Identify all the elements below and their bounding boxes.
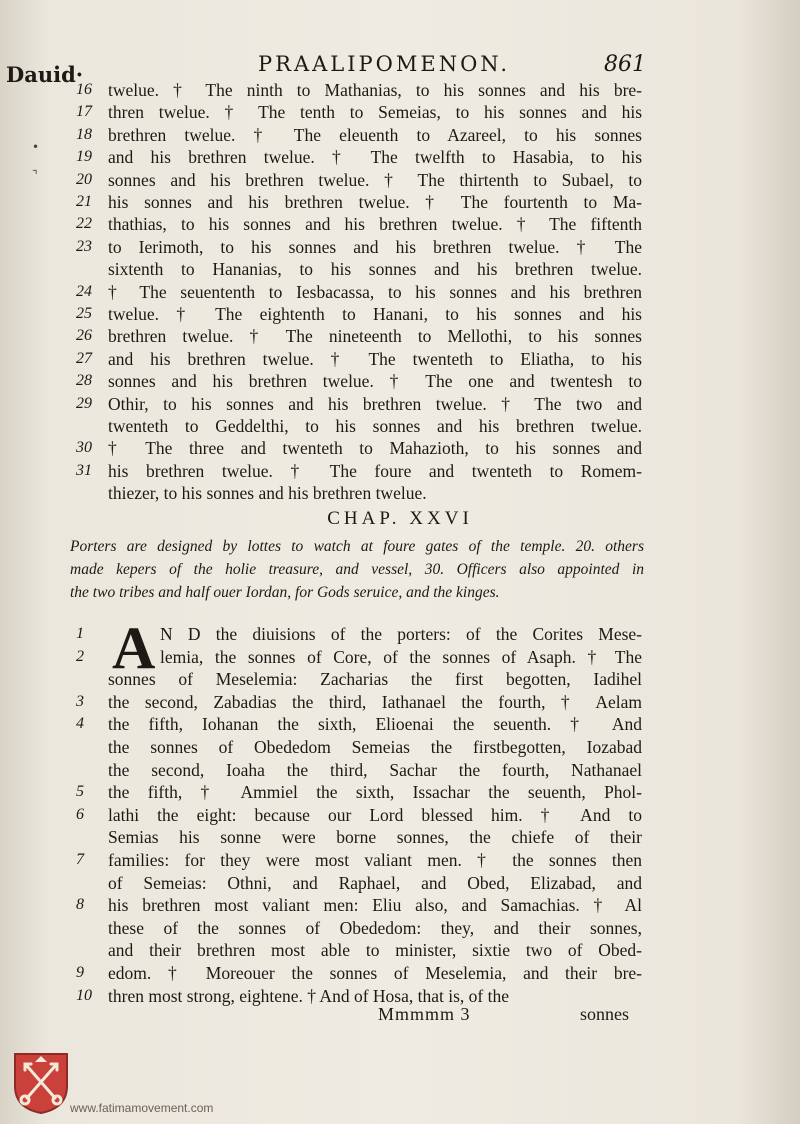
- verse-line: [76, 302, 642, 326]
- verse-line: [76, 392, 642, 416]
- verse-text: thren most strong, eightene. † And of Hosa, that is, of the: [108, 985, 509, 1006]
- verse-line: [76, 369, 642, 393]
- verse-number: 18: [76, 125, 92, 143]
- verse-text: thathias, to his sonnes and his brethren twelue. † The fiftenth: [108, 214, 642, 235]
- verse-line: [76, 436, 642, 460]
- verse-line: [76, 645, 642, 669]
- verse-number: 31: [76, 461, 92, 479]
- verse-line: [76, 712, 642, 736]
- verse-number: 29: [76, 394, 92, 412]
- verse-number: 8: [76, 896, 84, 914]
- verse-text: twelue. † The eightenth to Hanani, to his sonnes and his: [108, 304, 642, 324]
- verse-line: [76, 414, 642, 438]
- verse-line: [76, 984, 642, 1008]
- verse-line: [76, 481, 642, 505]
- margin-mark: •: [32, 140, 40, 154]
- verse-number: 22: [76, 215, 92, 233]
- verse-number: 9: [76, 964, 84, 981]
- verse-text: † The seuententh to Iesbacassa, to his sonnes and his brethren: [108, 281, 642, 302]
- verse-number: 5: [76, 783, 84, 801]
- catchword: sonnes: [580, 1004, 629, 1024]
- verse-line: [76, 916, 642, 940]
- verse-line: [76, 622, 642, 646]
- verse-number: 17: [76, 103, 92, 121]
- verse-text: the sonnes of Obededom Semeias the firstbegotten, Iozabad: [108, 737, 642, 757]
- verse-text: sonnes and his brethren twelue. † The thirtenth to Subael, to: [108, 169, 642, 190]
- verse-text: families: for they were most valiant men. † the sonnes then: [108, 850, 642, 870]
- verse-line: [76, 758, 642, 782]
- verse-number: 4: [76, 715, 84, 733]
- verse-text: and their brethren most able to minister, sixtie two of Obed-: [108, 940, 642, 961]
- watermark: www.fatimamovement.com: [70, 1101, 214, 1115]
- verse-text: lemia, the sonnes of Core, of the sonnes of Asaph. † The: [160, 646, 642, 667]
- verse-line: [76, 938, 642, 962]
- verse-text: Othir, to his sonnes and his brethren twelue. † The two and: [108, 393, 642, 414]
- verse-line: [76, 803, 642, 827]
- verse-line: [76, 347, 642, 371]
- verse-line: [76, 212, 642, 236]
- verse-text: his brethren most valiant men: Eliu also, and Samachias. † Al: [108, 895, 642, 916]
- verse-number: 10: [76, 986, 92, 1004]
- verse-text: and his brethren twelue. † The twelfth to Hasabia, to his: [108, 147, 642, 168]
- verse-line: [76, 780, 642, 804]
- verse-text: sonnes and his brethren twelue. † The one and twentesh to: [108, 371, 642, 392]
- verse-number: 21: [76, 193, 92, 210]
- verse-text: these of the sonnes of Obededom: they, and their sonnes,: [108, 917, 642, 938]
- verse-number: 20: [76, 170, 92, 188]
- verse-number: 2: [76, 647, 84, 665]
- verse-text: his brethren twelue. † The foure and twenteth to Romem-: [108, 460, 642, 481]
- summary-line: made kepers of the holie treasure, and vessel, 30. Officers also appointed in: [70, 561, 644, 578]
- verse-number: 28: [76, 372, 92, 390]
- verse-text: edom. † Moreouer the sonnes of Meselemia, and their bre-: [108, 963, 642, 983]
- verse-text: sonnes of Meselemia: Zacharias the first begotten, Iadihel: [108, 669, 642, 690]
- verse-text: the second, Zabadias the third, Iathanael the fourth, † Aelam: [108, 691, 642, 712]
- verse-line: [76, 848, 642, 872]
- verse-text: Semias his sonne were borne sonnes, the chiefe of their: [108, 827, 642, 848]
- chapter-heading: CHAP. XXVI: [327, 508, 473, 529]
- margin-mark: ⌝: [32, 168, 38, 182]
- verse-line: [76, 735, 642, 759]
- verse-text: brethren twelue. † The nineteenth to Mellothi, to his sonnes: [108, 326, 642, 347]
- verse-line: [76, 961, 642, 985]
- verse-number: 27: [76, 349, 92, 367]
- verse-line: [76, 145, 642, 169]
- verse-text: and his brethren twelue. † The twenteth to Eliatha, to his: [108, 348, 642, 369]
- verse-number: 6: [76, 805, 84, 823]
- verse-number: 26: [76, 327, 92, 345]
- verse-line: [76, 667, 642, 691]
- verse-line: [76, 78, 642, 102]
- verse-text: twenteth to Geddelthi, to his sonnes and his brethren twelue.: [108, 416, 642, 436]
- signature-mark: Mmmmm 3: [378, 1004, 471, 1024]
- summary-line: the two tribes and half ouer Iordan, for Gods seruice, and the kinges.: [70, 584, 500, 601]
- verse-text: the fifth, † Ammiel the sixth, Issachar the seuenth, Phol-: [108, 782, 642, 803]
- verse-line: [76, 893, 642, 917]
- drop-cap: A: [112, 615, 156, 681]
- verse-number: 30: [76, 439, 92, 457]
- verse-text: the fifth, Iohanan the sixth, Elioenai the seuenth. † And: [108, 714, 642, 735]
- papal-keys-crest-icon: [13, 1052, 69, 1114]
- verse-line: [76, 100, 642, 124]
- verse-number: 1: [76, 625, 84, 642]
- verse-text: of Semeias: Othni, and Raphael, and Obed, Elizabad, and: [108, 872, 642, 893]
- verse-text: lathi the eight: because our Lord blessed him. † And to: [108, 804, 642, 825]
- verse-text: his sonnes and his brethren twelue. † The fourtenth to Ma-: [108, 192, 642, 212]
- running-title: PRAALIPOMENON.: [258, 52, 510, 76]
- verse-text: to Ierimoth, to his sonnes and his brethren twelue. † The: [108, 236, 642, 257]
- verse-line: [76, 825, 642, 849]
- verse-number: 19: [76, 148, 92, 166]
- verse-text: † The three and twenteth to Mahazioth, to his sonnes and: [108, 438, 642, 459]
- verse-line: [76, 324, 642, 348]
- verse-number: 23: [76, 237, 92, 255]
- verse-number: 16: [76, 81, 92, 98]
- page-number: 861: [604, 52, 646, 77]
- verse-text: twelue. † The ninth to Mathanias, to his sonnes and his bre-: [108, 80, 642, 100]
- verse-number: 3: [76, 692, 84, 710]
- margin-note: Dauid·: [6, 62, 84, 87]
- verse-line: [76, 871, 642, 895]
- verse-line: [76, 257, 642, 281]
- verse-line: [76, 168, 642, 192]
- verse-text: N D the diuisions of the porters: of the Corites Mese-: [160, 624, 642, 644]
- verse-line: [76, 690, 642, 714]
- verse-number: 24: [76, 282, 92, 300]
- verse-number: 25: [76, 305, 92, 322]
- verse-line: [76, 123, 642, 147]
- verse-line: [76, 190, 642, 214]
- verse-text: thren twelue. † The tenth to Semeias, to his sonnes and his: [108, 102, 642, 123]
- verse-number: 7: [76, 851, 84, 868]
- verse-line: [76, 459, 642, 483]
- verse-text: sixtenth to Hananias, to his sonnes and his brethren twelue.: [108, 259, 642, 280]
- verse-text: the second, Ioaha the third, Sachar the fourth, Nathanael: [108, 759, 642, 780]
- verse-line: [76, 280, 642, 304]
- verse-text: thiezer, to his sonnes and his brethren twelue.: [108, 483, 427, 504]
- verse-line: [76, 235, 642, 259]
- verse-text: brethren twelue. † The eleuenth to Azareel, to his sonnes: [108, 124, 642, 145]
- summary-line: Porters are designed by lottes to watch at foure gates of the temple. 20. others: [70, 538, 644, 555]
